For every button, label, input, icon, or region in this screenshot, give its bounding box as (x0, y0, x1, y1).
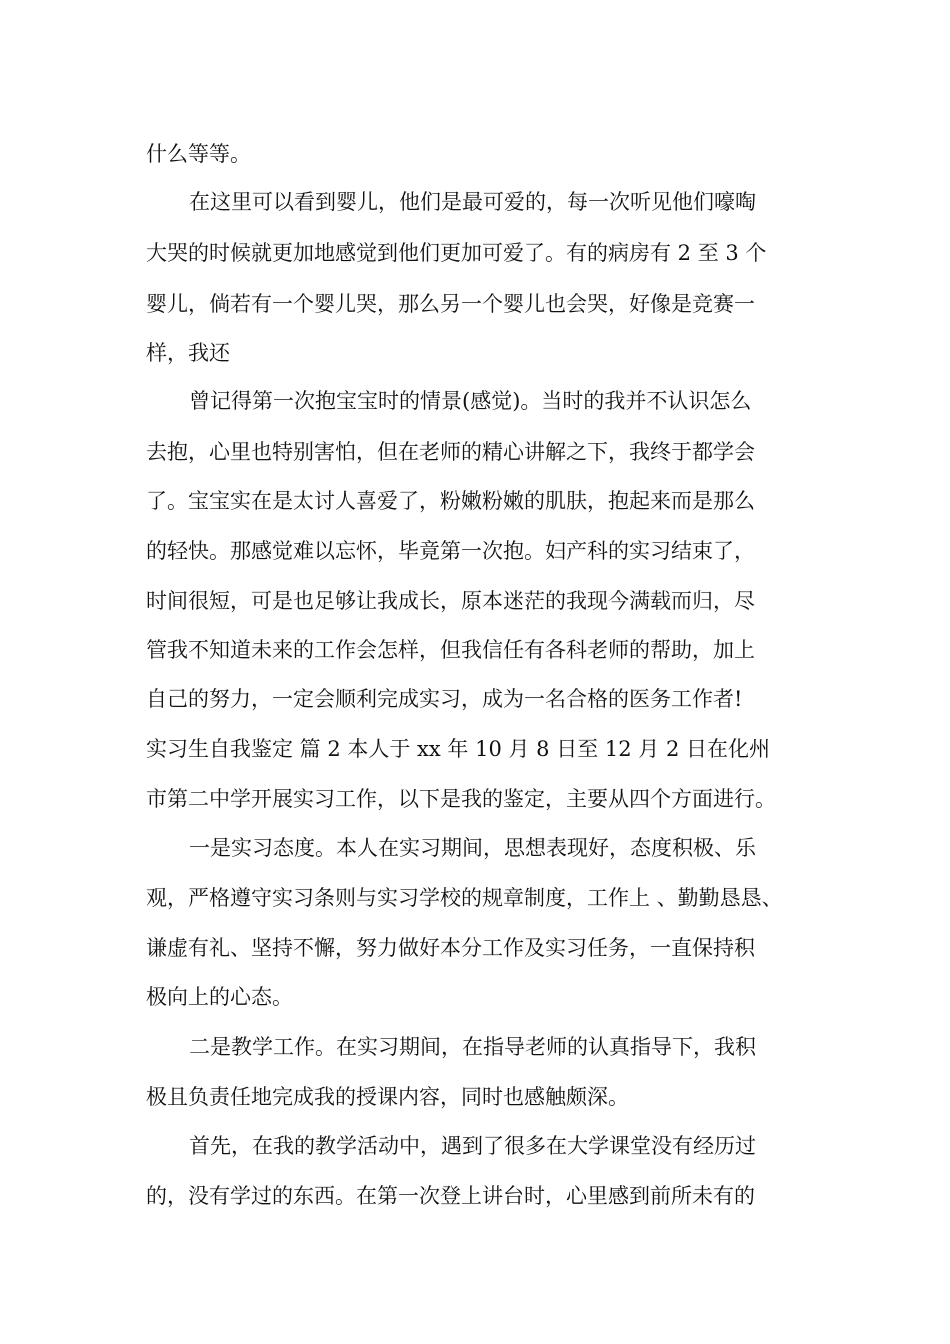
text-line: 一是实习态度。本人在实习期间，思想表现好，态度积极、乐 (189, 836, 756, 860)
text-line: 二是教学工作。在实习期间，在指导老师的认真指导下，我积 (189, 1035, 756, 1059)
text-line: 在这里可以看到婴儿，他们是最可爱的，每一次听见他们嚎啕 (189, 190, 756, 214)
text-line: 什么等等。 (146, 142, 251, 166)
text-line: 自己的努力，一定会顺利完成实习，成为一名合格的医务工作者! (146, 687, 743, 711)
text-line: 去抱，心里也特别害怕，但在老师的精心讲解之下，我终于都学会 (146, 440, 755, 464)
text-line: 市第二中学开展实习工作，以下是我的鉴定，主要从四个方面进行。 (146, 787, 776, 811)
text-line: 大哭的时候就更加地感觉到他们更加可爱了。有的病房有 2 至 3 个 (146, 241, 767, 265)
text-line: 极且负责任地完成我的授课内容，同时也感触颇深。 (146, 1085, 629, 1109)
text-line: 的，没有学过的东西。在第一次登上讲台时，心里感到前所未有的 (146, 1184, 755, 1208)
section-heading-line: 实习生自我鉴定 篇 2 本人于 xx 年 10 月 8 日至 12 月 2 日在化州 (146, 737, 770, 761)
text-line: 了。宝宝实在是太讨人喜爱了，粉嫩粉嫩的肌肤，抱起来而是那么 (146, 489, 755, 513)
text-line: 首先，在我的教学活动中，遇到了很多在大学课堂没有经历过 (189, 1134, 756, 1158)
text-line: 样，我还 (146, 341, 230, 365)
text-line: 谦虚有礼、坚持不懈，努力做好本分工作及实习任务，一直保持积 (146, 936, 755, 960)
text-line: 极向上的心态。 (146, 985, 293, 1009)
text-line: 观，严格遵守实习条则与实习学校的规章制度，工作上 、勤勤恳恳、 (146, 886, 783, 910)
text-line: 婴儿，倘若有一个婴儿哭，那么另一个婴儿也会哭，好像是竞赛一 (146, 292, 755, 316)
text-line: 的轻快。那感觉难以忘怀，毕竟第一次抱。妇产科的实习结束了， (146, 539, 755, 563)
text-line: 曾记得第一次抱宝宝时的情景(感觉)。当时的我并不认识怎么 (189, 389, 752, 413)
text-line: 时间很短，可是也足够让我成长，原本迷茫的我现今满载而归，尽 (146, 589, 755, 613)
text-line: 管我不知道未来的工作会怎样，但我信任有各科老师的帮助，加上 (146, 638, 755, 662)
